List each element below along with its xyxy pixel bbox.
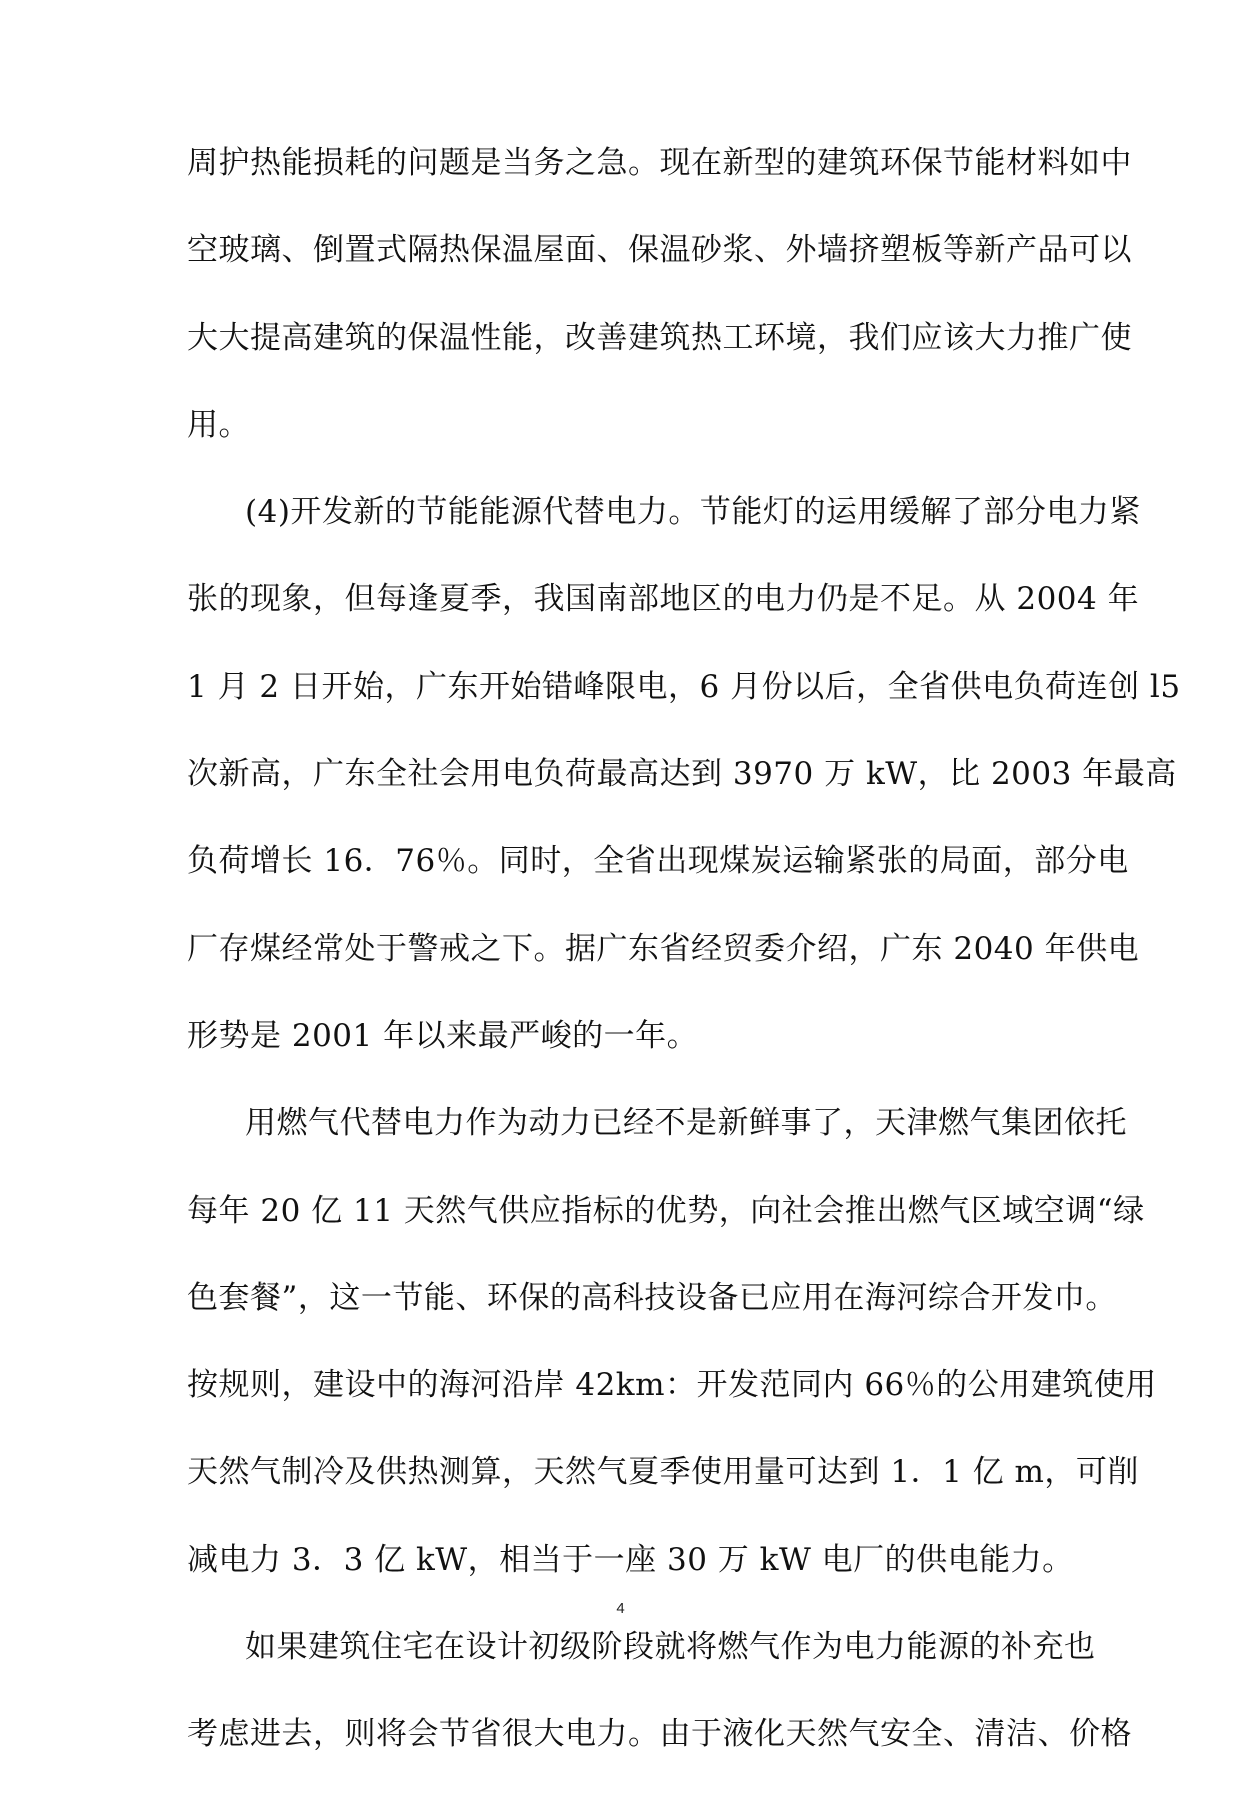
text-line: 空玻璃、倒置式隔热保温屋面、保温砂浆、外墙挤塑板等新产品可以 (187, 232, 1132, 269)
text-line: 形势是 2001 年以来最严峻的一年。 (187, 1017, 699, 1054)
page-number: 4 (616, 1600, 625, 1617)
text-line: 考虑进去，则将会节省很大电力。由于液化天然气安全、清洁、价格 (187, 1716, 1132, 1753)
text-line: 大大提高建筑的保温性能，改善建筑热工环境，我们应该大力推广使 (187, 319, 1132, 356)
text-line: 用。 (187, 406, 250, 443)
text-line: 1 月 2 日开始，广东开始错峰限电，6 月份以后，全省供电负荷连创 l5 (187, 668, 1181, 705)
text-line: 厂存煤经常处于警戒之下。据广东省经贸委介绍，广东 2040 年供电 (187, 930, 1140, 967)
text-line: 按规则，建设中的海河沿岸 42km：开发范同内 66％的公用建筑使用 (187, 1367, 1157, 1404)
text-line: 张的现象，但每逢夏季，我国南部地区的电力仍是不足。从 2004 年 (187, 581, 1140, 618)
paragraph-start-line: 如果建筑住宅在设计初级阶段就将燃气作为电力能源的补充也 (245, 1629, 1096, 1666)
text-line: 天然气制冷及供热测算，天然气夏季使用量可达到 1．1 亿 m，可削 (187, 1454, 1139, 1491)
text-line: 次新高，广东全社会用电负荷最高达到 3970 万 kW，比 2003 年最高 (187, 756, 1177, 793)
paragraph-start-line: 用燃气代替电力作为动力已经不是新鲜事了，天津燃气集团依托 (245, 1105, 1127, 1142)
text-line: 周护热能损耗的问题是当务之急。现在新型的建筑环保节能材料如中 (187, 145, 1132, 181)
text-line: 每年 20 亿 11 天然气供应指标的优势，向社会推出燃气区域空调“绿 (187, 1192, 1145, 1229)
body-text (187, 140, 1181, 1799)
paragraph-start-line: (4)开发新的节能能源代替电力。节能灯的运用缓解了部分电力紧 (245, 494, 1141, 531)
text-line: 减电力 3．3 亿 kW，相当于一座 30 万 kW 电厂的供电能力。 (187, 1541, 1074, 1578)
text-line: 负荷增长 16．76％。同时，全省出现煤炭运输紧张的局面，部分电 (187, 843, 1129, 880)
text-line: 色套餐”，这一节能、环保的高科技设备已应用在海河综合开发巾。 (187, 1279, 1117, 1316)
